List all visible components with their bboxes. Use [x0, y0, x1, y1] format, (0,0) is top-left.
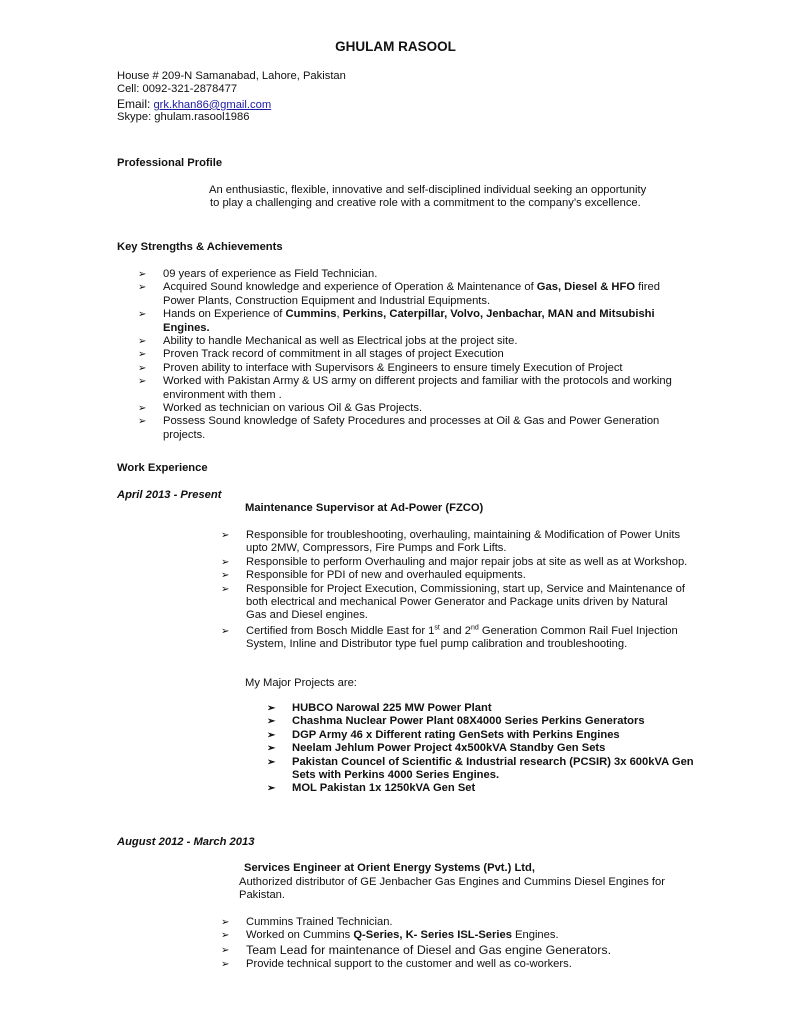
- list-item: ➢ Worked on Cummins Q-Series, K- Series ISL-Series Engines.: [221, 929, 559, 942]
- profile-heading: Professional Profile: [117, 157, 223, 169]
- list-item: ➢ Acquired Sound knowledge and experience of Operation & Maintenance of Gas, Diesel & HFO fired Power Plants, Construction Equipment and Industrial Equipments.: [138, 281, 660, 307]
- arrow-bullet-icon: ➢: [138, 376, 147, 388]
- arrow-bullet-icon: ➢: [267, 703, 276, 714]
- projects-list: [267, 702, 707, 796]
- list-item: ➢ HUBCO Narowal 225 MW Power Plant: [267, 702, 492, 714]
- list-item: ➢ Pakistan Councel of Scientific & Industrial research (PCSIR) 3x 600kVA Gen Sets with Perkins 4000 Series Engines.: [267, 755, 694, 782]
- arrow-bullet-icon: ➢: [221, 917, 230, 928]
- list-item: ➢ Worked as technician on various Oil & Gas Projects.: [138, 402, 423, 415]
- list-item: ➢ Team Lead for maintenance of Diesel and Gas engine Generators.: [221, 942, 612, 957]
- candidate-name: GHULAM RASOOL: [335, 39, 456, 54]
- list-item: ➢ Proven ability to interface with Supervisors & Engineers to ensure timely Execution of Project: [138, 361, 623, 374]
- arrow-bullet-icon: ➢: [221, 570, 230, 582]
- job2-list: [221, 916, 691, 971]
- list-item: ➢ Possess Sound knowledge of Safety Procedures and processes at Oil & Gas and Power Generation projects.: [138, 415, 660, 441]
- arrow-bullet-icon: ➢: [267, 729, 276, 741]
- list-item: ➢ Neelam Jehlum Power Project 4x500kVA Standby Gen Sets: [267, 742, 606, 755]
- job2-date: August 2012 - March 2013: [117, 836, 255, 848]
- cell-phone: Cell: 0092-321-2878477: [117, 83, 238, 96]
- arrow-bullet-icon: ➢: [138, 362, 147, 374]
- job1-date: April 2013 - Present: [117, 489, 222, 501]
- list-item: ➢ Hands on Experience of Cummins, Perkins, Caterpillar, Volvo, Jenbachar, MAN and Mitsubishi Engines.: [138, 308, 655, 334]
- list-item: ➢ Cummins Trained Technician.: [221, 916, 393, 928]
- job1-list: [221, 529, 691, 652]
- list-item: ➢ DGP Army 46 x Different rating GenSets with Perkins Engines: [267, 728, 620, 741]
- strengths-list: [138, 268, 686, 442]
- list-item: ➢ Responsible for troubleshooting, overhauling, maintaining & Modification of Power Units upto 2MW, Compressors, Fire Pumps and Fork Lifts.: [221, 529, 681, 555]
- arrow-bullet-icon: ➢: [267, 743, 276, 755]
- arrow-bullet-icon: ➢: [221, 958, 230, 970]
- profile-line-2: to play a challenging and creative role with a commitment to the company’s excellence.: [210, 197, 641, 210]
- arrow-bullet-icon: ➢: [221, 944, 230, 956]
- arrow-bullet-icon: ➢: [267, 716, 276, 728]
- job1-title: Maintenance Supervisor at Ad-Power (FZCO): [245, 502, 484, 514]
- work-heading: Work Experience: [117, 462, 208, 474]
- list-item: ➢ MOL Pakistan 1x 1250kVA Gen Set: [267, 782, 476, 795]
- email-line: [117, 98, 346, 111]
- list-item: ➢ Proven Track record of commitment in all stages of project Execution: [138, 348, 504, 361]
- arrow-bullet-icon: ➢: [138, 309, 147, 321]
- job2-title: Services Engineer at Orient Energy Systems (Pvt.) Ltd,: [244, 862, 535, 874]
- address: House # 209-N Samanabad, Lahore, Pakistan: [117, 70, 346, 82]
- profile-text: [209, 184, 689, 211]
- email-label: Email:: [117, 96, 151, 111]
- arrow-bullet-icon: ➢: [138, 282, 147, 294]
- arrow-bullet-icon: ➢: [267, 783, 276, 795]
- job2-description: Authorized distributor of GE Jenbacher Gas Engines and Cummins Diesel Engines for Pakistan.: [239, 876, 665, 902]
- arrow-bullet-icon: ➢: [138, 336, 147, 348]
- arrow-bullet-icon: ➢: [221, 930, 230, 942]
- arrow-bullet-icon: ➢: [138, 403, 147, 415]
- profile-line-1: An enthusiastic, flexible, innovative and self-disciplined individual seeking an opportunity: [209, 184, 647, 196]
- skype: Skype: ghulam.rasool1986: [117, 111, 250, 124]
- projects-label: My Major Projects are:: [245, 677, 357, 689]
- email-link[interactable]: grk.khan86@gmail.com: [153, 98, 272, 111]
- contact-block: [117, 70, 346, 125]
- strengths-heading: Key Strengths & Achievements: [117, 241, 283, 253]
- arrow-bullet-icon: ➢: [138, 416, 147, 428]
- arrow-bullet-icon: ➢: [221, 556, 230, 568]
- arrow-bullet-icon: ➢: [138, 349, 147, 361]
- list-item: ➢ Certified from Bosch Middle East for 1st and 2nd Generation Common Rail Fuel Injection System, Inline and Distributor type fuel pump calibration and troubleshooting.: [221, 624, 678, 651]
- list-item: ➢ Ability to handle Mechanical as well as Electrical jobs at the project site.: [138, 335, 518, 348]
- arrow-bullet-icon: ➢: [221, 625, 230, 637]
- list-item: ➢ Responsible for PDI of new and overhauled equipments.: [221, 569, 526, 582]
- arrow-bullet-icon: ➢: [138, 269, 147, 280]
- list-item: ➢ Chashma Nuclear Power Plant 08X4000 Series Perkins Generators: [267, 715, 645, 728]
- arrow-bullet-icon: ➢: [267, 756, 276, 768]
- arrow-bullet-icon: ➢: [221, 530, 230, 541]
- arrow-bullet-icon: ➢: [221, 583, 230, 595]
- list-item: ➢ Provide technical support to the customer and well as co-workers.: [221, 957, 572, 970]
- list-item: ➢ 09 years of experience as Field Technician.: [138, 268, 378, 280]
- list-item: ➢ Worked with Pakistan Army & US army on different projects and familiar with the protocols and working environment with them .: [138, 375, 672, 401]
- list-item: ➢ Responsible to perform Overhauling and major repair jobs at site as well as at Workshop.: [221, 555, 688, 568]
- list-item: ➢ Responsible for Project Execution, Commissioning, start up, Service and Maintenance of both electrical and mechanical Power Generator and Package units driven by Natural Gas and Diesel engines.: [221, 582, 686, 622]
